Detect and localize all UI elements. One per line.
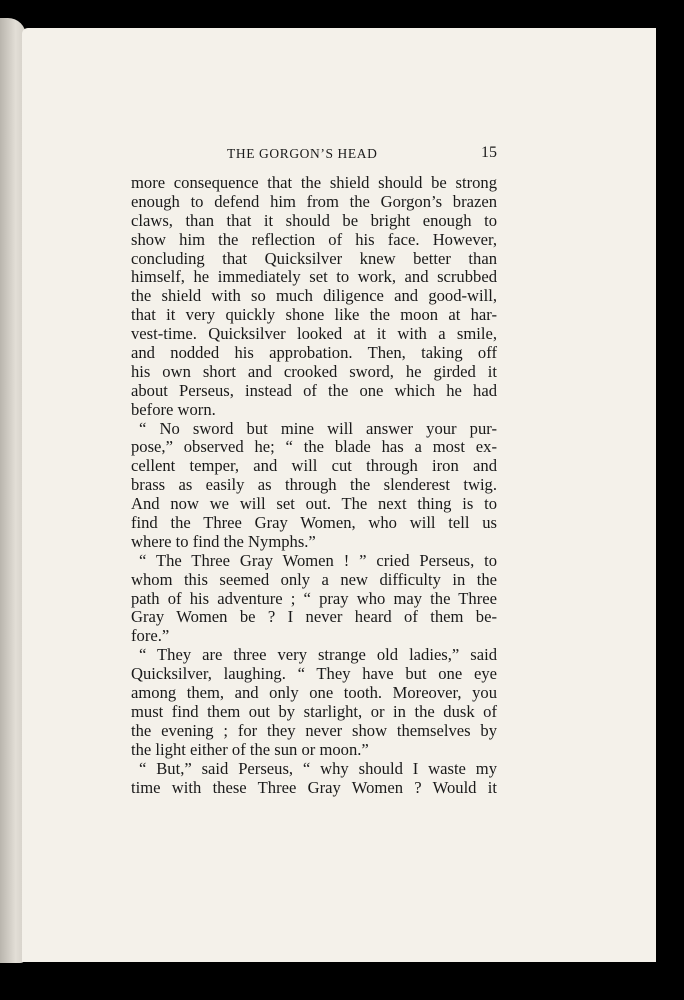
text-line: before worn. xyxy=(131,399,216,419)
text-line: “ They are three very strange old ladies,” said xyxy=(139,645,497,665)
text-line: where to find the Nymphs.” xyxy=(131,531,316,551)
text-line: enough to defend him from the Gorgon’s brazen xyxy=(131,191,497,211)
text-line: about Perseus, instead of the one which he had xyxy=(131,380,497,400)
text-line: Gray Women be ? I never heard of them be- xyxy=(131,607,497,627)
text-line: and nodded his approbation. Then, taking off xyxy=(131,343,497,363)
text-line: path of his adventure ; “ pray who may the Three xyxy=(131,588,497,608)
text-line: that it very quickly shone like the moon at har- xyxy=(131,305,497,325)
text-line: must find them out by starlight, or in the dusk of xyxy=(131,701,497,721)
text-line: “ But,” said Perseus, “ why should I waste my xyxy=(139,758,497,778)
text-line: find the Three Gray Women, who will tell us xyxy=(131,513,497,533)
text-line: among them, and only one tooth. Moreover, you xyxy=(131,683,497,703)
running-head-title: THE GORGON’S HEAD xyxy=(227,146,378,161)
text-line: pose,” observed he; “ the blade has a most ex- xyxy=(131,437,497,457)
text-line: brass as easily as through the slenderest twig. xyxy=(131,475,497,495)
text-line: cellent temper, and will cut through iron and xyxy=(131,456,497,476)
text-line: And now we will set out. The next thing is to xyxy=(131,494,497,514)
text-line: whom this seemed only a new difficulty in the xyxy=(131,569,497,589)
running-head xyxy=(131,146,497,166)
text-line: claws, than that it should be bright enough to xyxy=(131,210,497,230)
text-line: vest-time. Quicksilver looked at it with a smile, xyxy=(131,324,497,344)
text-line: “ No sword but mine will answer your pur- xyxy=(139,418,497,438)
text-line: his own short and crooked sword, he girded it xyxy=(131,361,497,381)
text-line: show him the reflection of his face. However, xyxy=(131,229,497,249)
text-line: “ The Three Gray Women ! ” cried Perseus, to xyxy=(139,550,497,570)
text-line: the shield with so much diligence and good-will, xyxy=(131,286,497,306)
text-line: Quicksilver, laughing. “ They have but one eye xyxy=(131,664,497,684)
text-line: the light either of the sun or moon.” xyxy=(131,739,369,759)
text-line: time with these Three Gray Women ? Would it xyxy=(131,777,497,797)
text-line: himself, he immediately set to work, and scrubbed xyxy=(131,267,497,287)
text-line: the evening ; for they never show themselves by xyxy=(131,720,497,740)
body-text xyxy=(131,174,497,797)
text-line: fore.” xyxy=(131,626,170,646)
text-line: more consequence that the shield should be strong xyxy=(131,173,497,192)
text-line: concluding that Quicksilver knew better than xyxy=(131,248,497,268)
page-number: 15 xyxy=(481,144,497,161)
